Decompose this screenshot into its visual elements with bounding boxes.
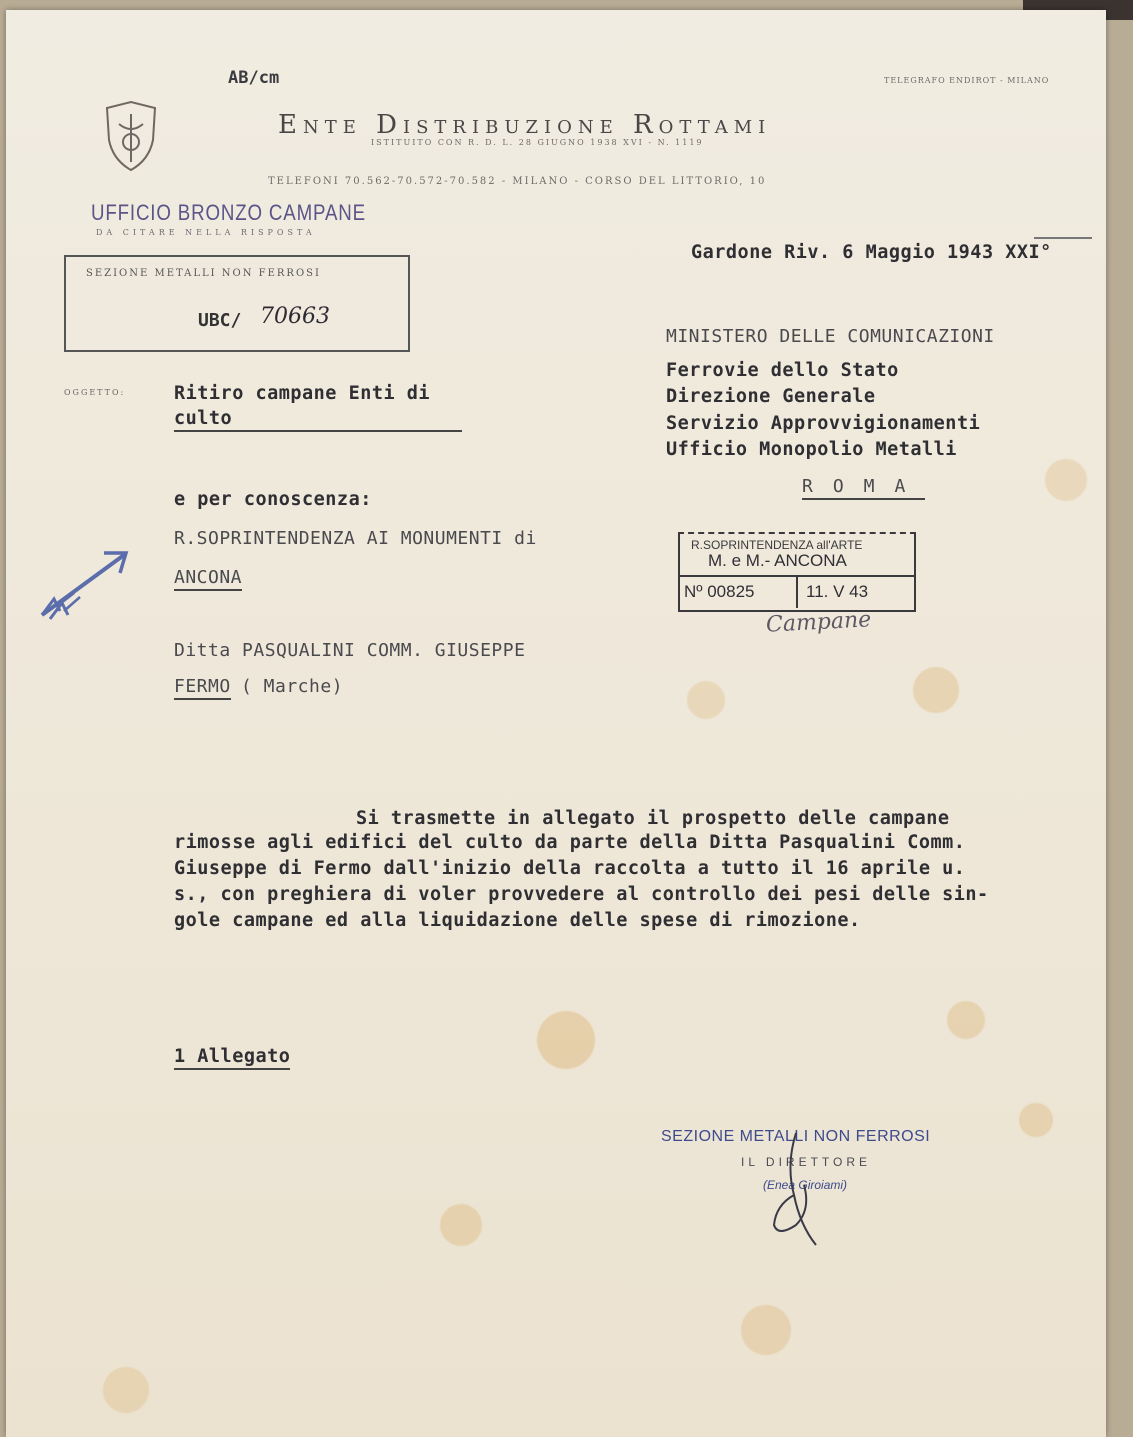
cc-city: FERMO [174,676,231,700]
cc-region: ( Marche) [241,676,344,697]
office-stamp-note: DA CITARE NELLA RISPOSTA [96,228,316,237]
reference-code: AB/cm [228,68,280,88]
protocol-number: 70663 [260,304,330,329]
recipient-line-1: MINISTERO DELLE COMUNICAZIONI [666,326,995,347]
cc-label: e per conoscenza: [174,489,372,510]
cc-line-2: ANCONA [174,567,242,591]
handwritten-signature [756,1125,836,1255]
letter-date: Gardone Riv. 6 Maggio 1943 XXI° [691,242,1052,263]
telegraph-address: TELEGRAFO ENDIROT - MILANO [884,76,1050,85]
received-stamp-office: R.SOPRINTENDENZA all'ARTE [691,538,863,552]
recipient-city: ROMA [802,476,925,500]
subject-line-2: culto [174,408,462,432]
cc-line-1: R.SOPRINTENDENZA AI MONUMENTI di [174,528,537,549]
cc-line-3: Ditta PASQUALINI COMM. GIUSEPPE [174,640,526,661]
section-label: SEZIONE METALLI NON FERROSI [86,268,321,279]
subject-label: OGGETTO: [64,388,126,397]
signature-role: IL DIRETTORE [741,1155,872,1169]
office-stamp: UFFICIO BRONZO CAMPANE [91,200,366,225]
received-stamp-number: Nº 00825 [684,582,755,601]
letterhead-title: Ente Distribuzione Rottami [278,110,772,140]
signature-section-stamp: SEZIONE METALLI NON FERROSI [661,1128,931,1145]
body-line-3: Giuseppe di Fermo dall'inizio della raccolta a tutto il 16 aprile u. [174,858,966,879]
attachment-note: 1 Allegato [174,1046,290,1070]
recipient-line-3: Direzione Generale [666,386,876,407]
received-stamp-handwritten-note: Campane [765,607,872,638]
received-stamp-column-divider [796,576,798,608]
coat-of-arms-emblem [101,100,161,172]
received-stamp-city: M. e M.- ANCONA [708,551,847,570]
arrow-icon [34,545,134,625]
recipient-line-5: Ufficio Monopolio Metalli [666,439,957,460]
recipient-line-2: Ferrovie dello Stato [666,360,899,381]
protocol-prefix: UBC/ [198,310,242,331]
margin-mark [1034,237,1092,239]
recipient-line-4: Servizio Approvvigionamenti [666,413,981,434]
received-stamp-date: 11. V 43 [806,582,869,601]
body-line-4: s., con preghiera di voler provvedere al controllo dei pesi delle sin- [174,884,989,905]
letterhead-subtitle: ISTITUITO CON R. D. L. 28 GIUGNO 1938 XVI - N. 1119 [371,138,704,147]
body-line-2: rimosse agli edifici del culto da parte della Ditta Pasqualini Comm. [174,832,966,853]
letterhead-phones: TELEFONI 70.562-70.572-70.582 - MILANO - CORSO DEL LITTORIO, 10 [268,176,767,187]
subject-line-1: Ritiro campane Enti di [174,383,431,404]
body-line-5: gole campane ed alla liquidazione delle spese di rimozione. [174,910,861,931]
signature-name: (Enea Giroiami) [763,1178,848,1192]
body-line-1: Si trasmette in allegato il prospetto delle campane [356,808,950,829]
letter-page [6,10,1106,1437]
